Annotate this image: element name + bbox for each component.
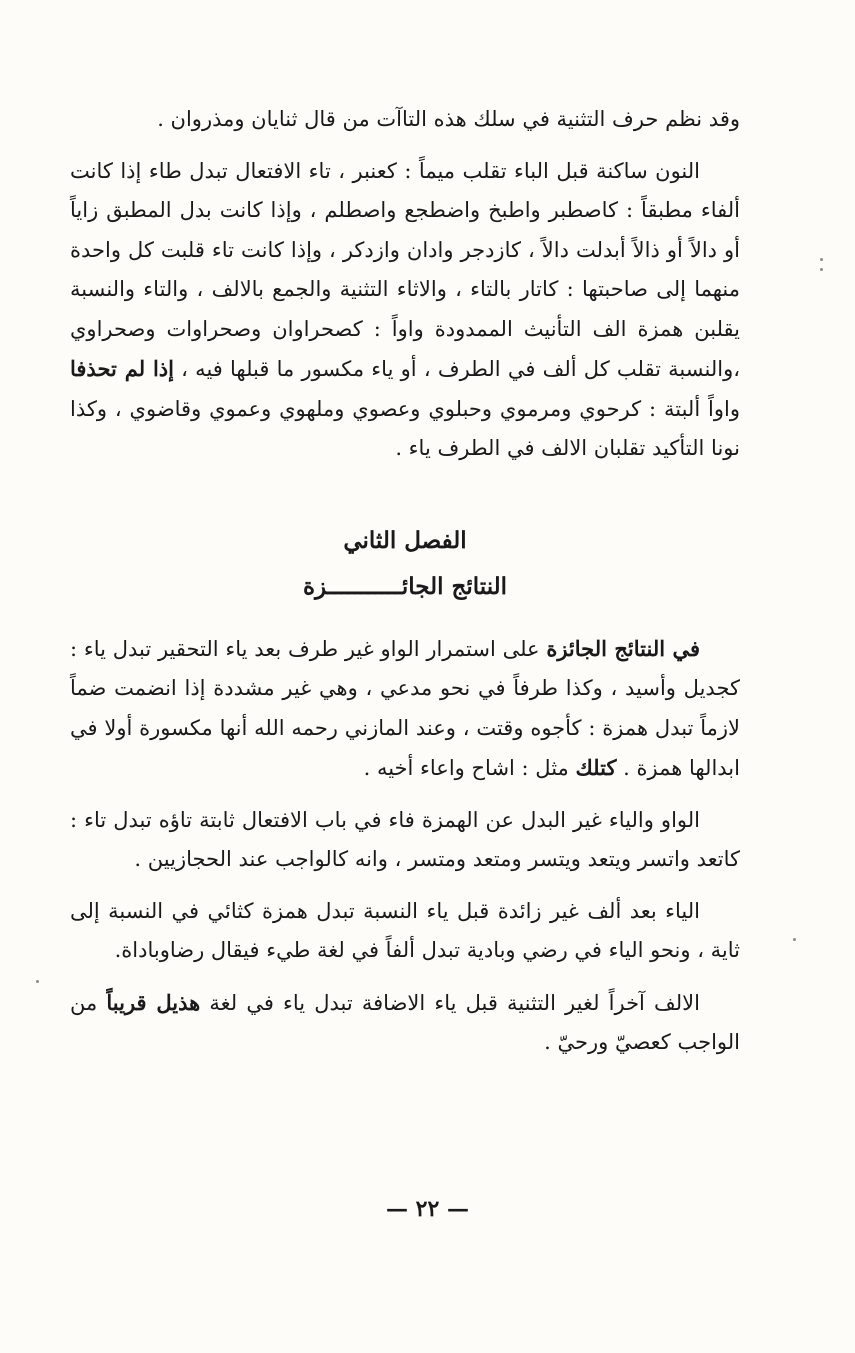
scan-speck — [820, 258, 823, 261]
top-section — [70, 100, 740, 469]
bottom-section — [70, 629, 740, 1063]
paragraph-text: الالف آخراً لغير التثنية قبل ياء الاضافة تبدل ياء في لغة — [200, 990, 700, 1015]
paragraph-text: الياء بعد ألف غير زائدة قبل ياء النسبة تبدل همزة كثائي في النسبة إلى ثاية ، ونحو الياء في رضي وبادية تبدل ألفاً في لغة طيء فيقال رضاوباداة. — [70, 898, 740, 962]
paragraph-p1 — [70, 100, 740, 140]
bold-text: إذا لم تحذفا — [70, 356, 174, 381]
paragraph-text: مثل : اشاح واعاء أخيه . — [363, 756, 576, 780]
bold-text: هذيل قريباً — [106, 989, 201, 1015]
paragraph-p3 — [70, 629, 740, 789]
bold-text: كتلك — [575, 755, 617, 780]
scan-speck — [793, 938, 796, 941]
paragraph-text: من الواجب كعصيّ ورحيّ . — [70, 990, 740, 1054]
paragraph-p5 — [70, 892, 740, 971]
page-number: — ٢٢ — — [386, 1196, 469, 1222]
paragraph-p6 — [70, 983, 740, 1063]
paragraph-text: واواً ألبتة : كرحوي ومرموي وحبلوي وعصوي وملهوي وعموي وقاضوي ، وكذا نونا التأكيد تقلبان الالف في الطرف ياء . — [70, 396, 740, 460]
paragraph-p2 — [70, 152, 740, 469]
chapter-title: الفصل الثاني — [343, 526, 467, 554]
paragraph-text: على استمرار الواو غير طرف بعد ياء التحقير تبدل ياء : كجديل وأسيد ، وكذا طرفاً في نحو مدعي ، وهي غير مشددة إذا انضمت ضماً لازماً تبدل همزة : كأجوه وقتت ، وعند المازني رحمه الله أنها مكسورة أولا في ابدالها همزة . — [70, 636, 740, 780]
paragraph-p4 — [70, 801, 740, 880]
scan-speck — [36, 980, 39, 983]
bold-text: في النتائج الجائزة — [546, 635, 700, 661]
document-page — [70, 100, 740, 1075]
paragraph-text: وقد نظم حرف التثنية في سلك هذه التاآت من قال ثنايان ومذروان . — [157, 107, 740, 131]
chapter-subtitle: النتائج الجائـــــــــــزة — [302, 572, 508, 600]
paragraph-text: النون ساكنة قبل الباء تقلب ميماً : كعنبر ، تاء الافتعال تبدل طاء إذا كانت ألفاء مطبقاً : كاصطبر واطبخ واضطجع واصطلم ، وإذا كانت بدل المطبق زاياً أو دالاً أو ذالاً أبدلت دالاً ، كازدجر وادان وازدكر ، وإذا كانت تاء قلبت كل واحدة منهما إلى صاحبتها : كاتار بالتاء ، والاثاء التثنية والجمع بالالف ، والتاء والنسبة يقلبن همزة الف التأنيث الممدودة واواً : كصحراوان وصحراوات وصحراوي ،والنسبة تقلب كل ألف في الطرف ، أو ياء مكسور ما قبلها فيه ، — [70, 158, 740, 381]
paragraph-text: الواو والياء غير البدل عن الهمزة فاء في باب الافتعال ثابتة تاؤه تبدل تاء : كاتعد واتسر ويتعد ويتسر ومتعد ومتسر ، وانه كالواجب عند الحجازيين . — [70, 807, 740, 871]
scan-speck — [820, 268, 823, 271]
